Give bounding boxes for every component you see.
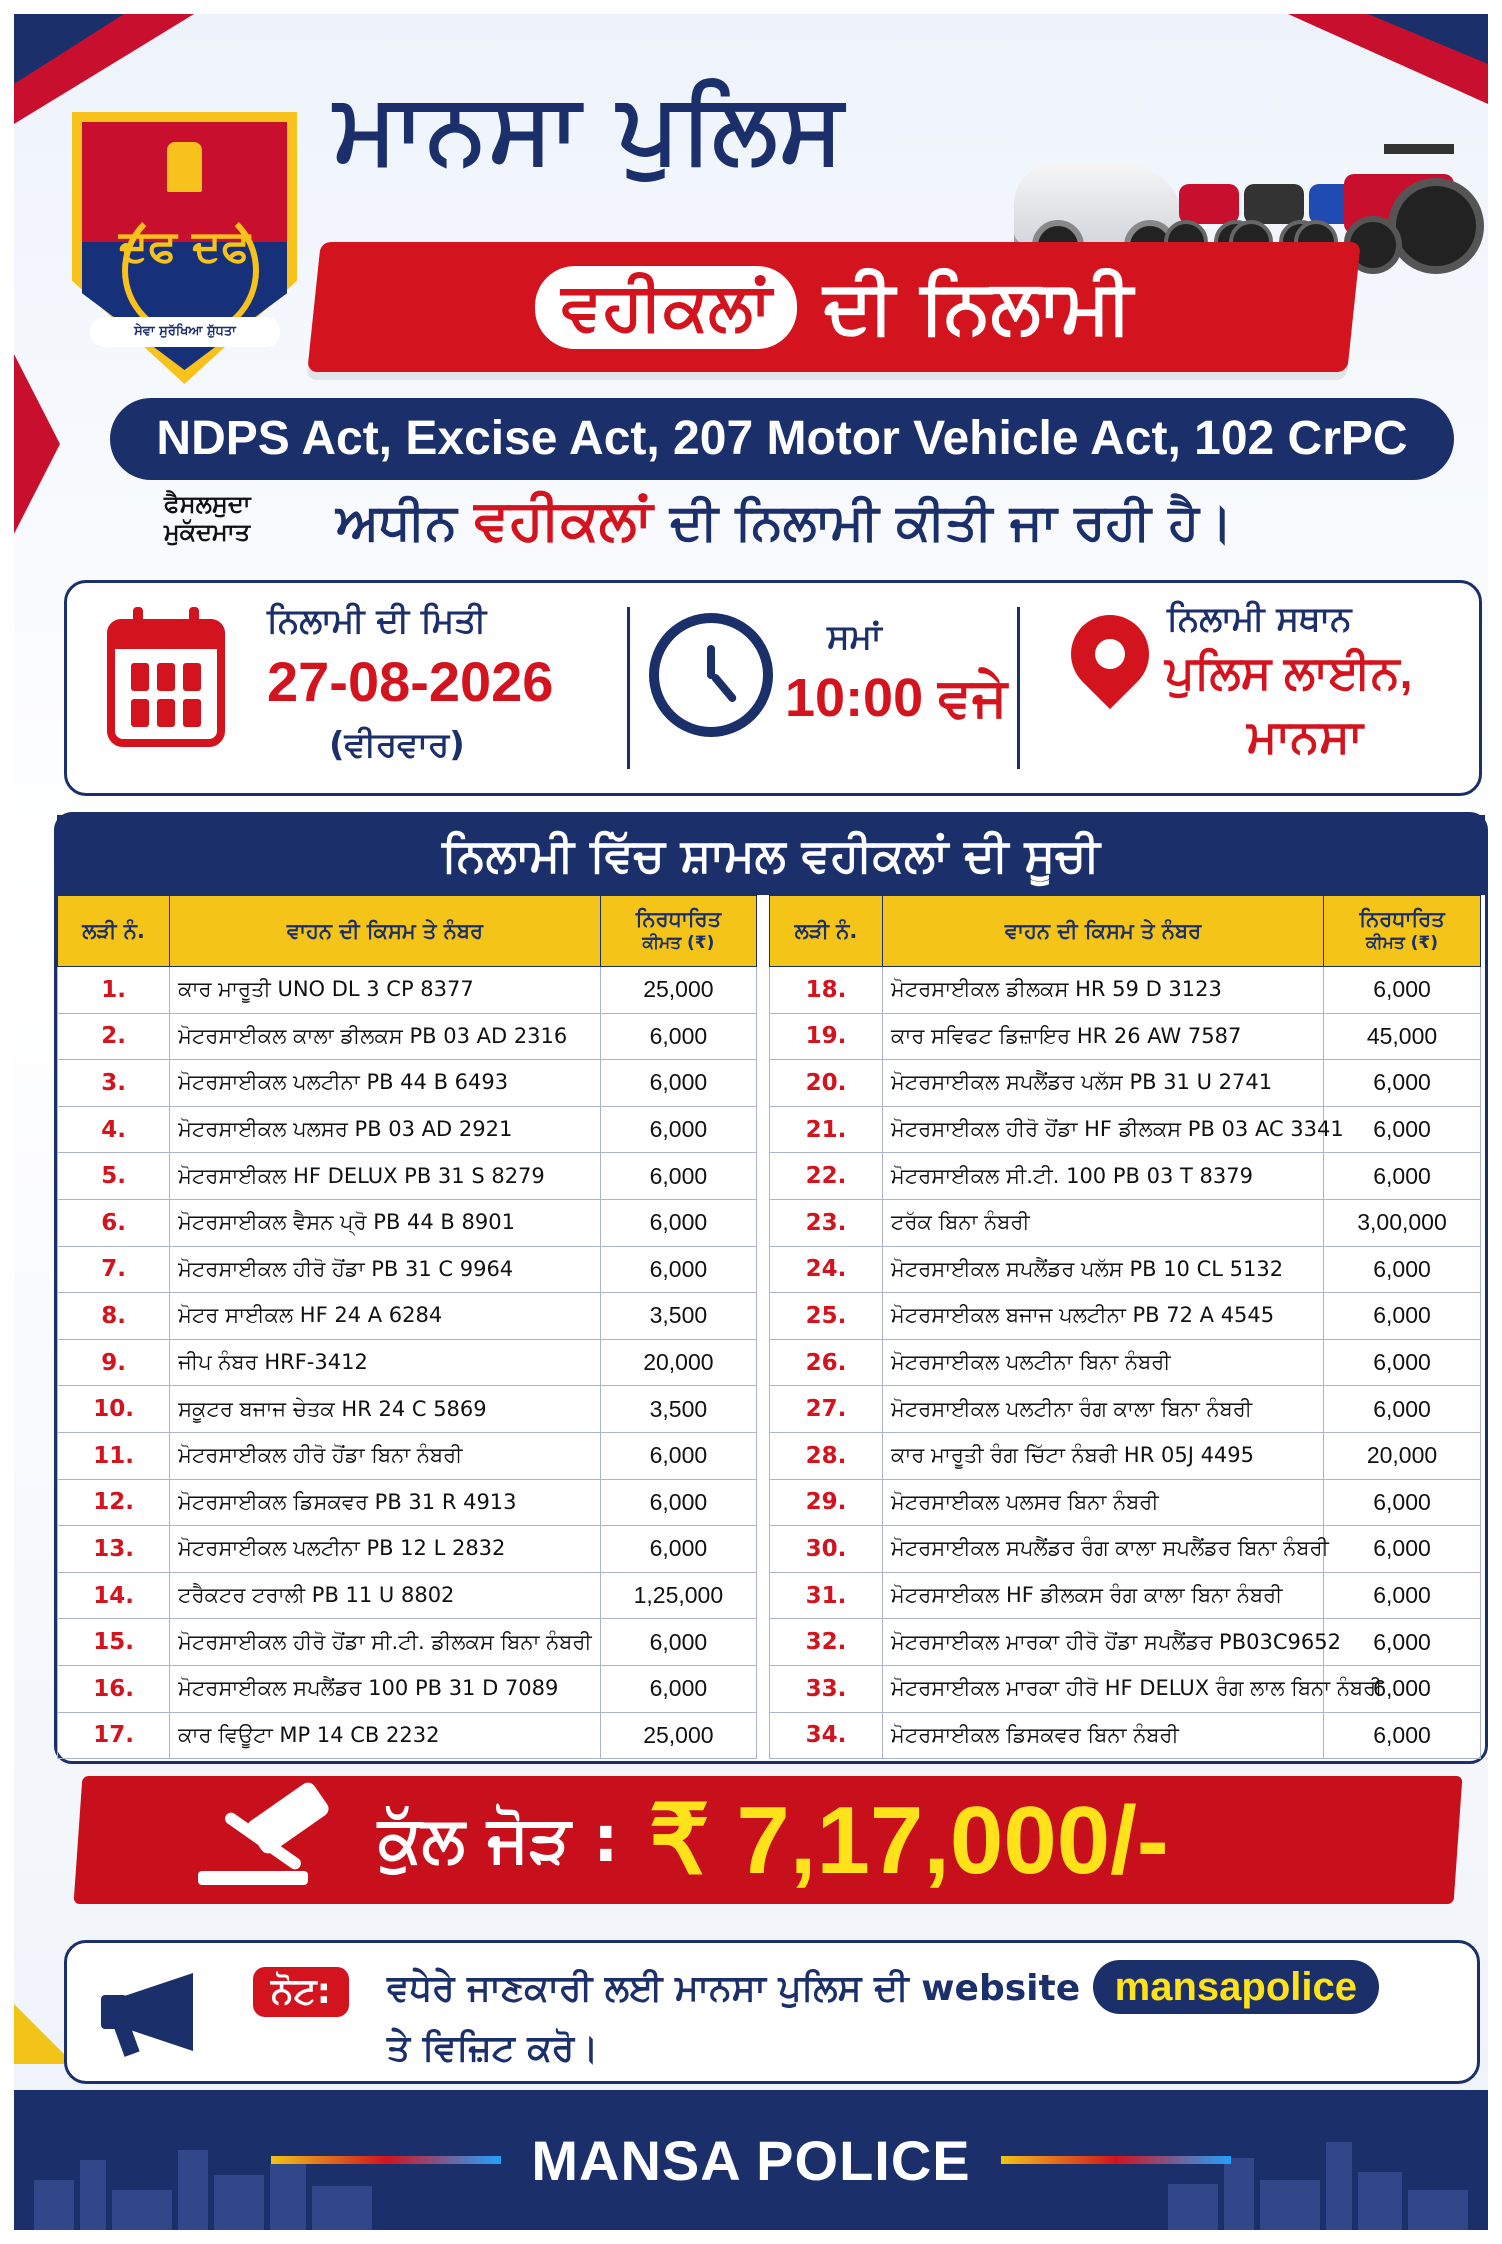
row-number: 27. [770, 1386, 883, 1433]
vehicle-description: ਕਾਰ ਮਾਰੂਤੀ UNO DL 3 CP 8377 [170, 967, 601, 1014]
row-number: 2. [58, 1013, 170, 1060]
row-number: 23. [770, 1199, 883, 1246]
vehicle-description: ਮੋਟਰਸਾਈਕਲ ਕਾਲਾ ਡੀਲਕਸ PB 03 AD 2316 [170, 1013, 601, 1060]
row-number: 7. [58, 1246, 170, 1293]
vehicle-description: ਕਾਰ ਮਾਰੂਤੀ ਰੰਗ ਚਿੱਟਾ ਨੰਬਰੀ HR 05J 4495 [883, 1432, 1324, 1479]
footer [14, 2090, 1488, 2230]
vehicle-description: ਮੋਟਰਸਾਈਕਲ ਪਲਟੀਨਾ ਰੰਗ ਕਾਲਾ ਬਿਨਾ ਨੰਬਰੀ [883, 1386, 1324, 1433]
vehicle-description: ਸਕੂਟਰ ਬਜਾਜ ਚੇਤਕ HR 24 C 5869 [170, 1386, 601, 1433]
row-number: 14. [58, 1572, 170, 1619]
row-number: 33. [770, 1665, 883, 1712]
row-number: 3. [58, 1060, 170, 1107]
acts-bar: NDPS Act, Excise Act, 207 Motor Vehicle Act, 102 CrPC [110, 398, 1454, 480]
auction-time: 10:00 ਵਜੇ [785, 668, 1008, 728]
table-row [58, 1526, 757, 1573]
vehicle-price: 1,25,000 [600, 1572, 756, 1619]
vehicle-price: 6,000 [1324, 1712, 1481, 1759]
vehicle-price: 6,000 [1324, 1293, 1481, 1340]
table-row [770, 1572, 1481, 1619]
row-number: 18. [770, 967, 883, 1014]
ashoka-emblem-icon [167, 142, 202, 192]
row-number: 31. [770, 1572, 883, 1619]
vehicle-list [54, 812, 1488, 1764]
vehicle-description: ਜੀਪ ਨੰਬਰ HRF-3412 [170, 1339, 601, 1386]
vehicle-description: ਮੋਟਰਸਾਈਕਲ ਹੀਰੋ ਹੋਂਡਾ ਸੀ.ਟੀ. ਡੀਲਕਸ ਬਿਨਾ ਨੰਬਰੀ [170, 1619, 601, 1666]
vehicle-description: ਮੋਟਰਸਾਈਕਲ ਪਲਸਰ PB 03 AD 2921 [170, 1106, 601, 1153]
megaphone-icon [101, 1967, 219, 2057]
sentence-post: ਦੀ ਨਿਲਾਮੀ ਕੀਤੀ ਜਾ ਰਹੀ ਹੈ। [669, 493, 1233, 551]
header-sno: ਲੜੀ ਨੰ. [58, 896, 170, 967]
vehicle-price: 6,000 [600, 1246, 756, 1293]
row-number: 20. [770, 1060, 883, 1107]
vehicle-price: 6,000 [600, 1153, 756, 1200]
vehicle-description: ਮੋਟਰਸਾਈਕਲ ਹੀਰੋ ਹੋਂਡਾ HF ਡੀਲਕਸ PB 03 AC 3341 [883, 1106, 1324, 1153]
row-number: 5. [58, 1153, 170, 1200]
header-price: ਨਿਰਧਾਰਿਤ ਕੀਮਤ (₹) [1324, 896, 1481, 967]
emblem-motto: ਸੇਵਾ ਸੁਰੱਖਿਆ ਸ਼ੁੱਧਤਾ [90, 317, 280, 347]
banner-highlight: ਵਹੀਕਲਾਂ [535, 266, 797, 349]
row-number: 34. [770, 1712, 883, 1759]
vehicle-price: 6,000 [1324, 967, 1481, 1014]
vehicle-description: ਮੋਟਰਸਾਈਕਲ HF DELUX PB 31 S 8279 [170, 1153, 601, 1200]
vehicle-description: ਮੋਟਰਸਾਈਕਲ ਹੀਰੋ ਹੋਂਡਾ ਬਿਨਾ ਨੰਬਰੀ [170, 1432, 601, 1479]
row-number: 16. [58, 1665, 170, 1712]
vehicle-description: ਮੋਟਰਸਾਈਕਲ ਡੀਲਕਸ HR 59 D 3123 [883, 967, 1324, 1014]
table-row [770, 1199, 1481, 1246]
row-number: 13. [58, 1526, 170, 1573]
divider [1017, 607, 1020, 769]
corner-decoration [1368, 14, 1488, 64]
car-icon [1014, 164, 1184, 254]
total-label: ਕੁੱਲ ਜੋੜ : [378, 1803, 619, 1877]
vehicle-description: ਟਰੈਕਟਰ ਟਰਾਲੀ PB 11 U 8802 [170, 1572, 601, 1619]
vehicle-description: ਮੋਟਰਸਾਈਕਲ ਡਿਸਕਵਰ PB 31 R 4913 [170, 1479, 601, 1526]
vehicle-description: ਮੋਟਰਸਾਈਕਲ ਡਿਸਕਵਰ ਬਿਨਾ ਨੰਬਰੀ [883, 1712, 1324, 1759]
vehicle-price: 6,000 [1324, 1106, 1481, 1153]
row-number: 8. [58, 1293, 170, 1340]
vehicle-price: 6,000 [1324, 1619, 1481, 1666]
vehicle-price: 3,500 [600, 1386, 756, 1433]
table-row [770, 1060, 1481, 1107]
vehicle-description: ਮੋਟਰਸਾਈਕਲ ਸੀ.ਟੀ. 100 PB 03 T 8379 [883, 1153, 1324, 1200]
vehicle-description: ਕਾਰ ਵਿਊਟਾ MP 14 CB 2232 [170, 1712, 601, 1759]
note-tag: ਨੋਟ: [253, 1967, 349, 2017]
row-number: 6. [58, 1199, 170, 1246]
vehicle-description: ਮੋਟਰਸਾਈਕਲ ਹੀਰੋ ਹੋਂਡਾ PB 31 C 9964 [170, 1246, 601, 1293]
row-number: 26. [770, 1339, 883, 1386]
sentence-pre: ਅਧੀਨ [336, 493, 457, 551]
note-text-line: ਵਧੇਰੇ ਜਾਣਕਾਰੀ ਲਈ ਮਾਨਸਾ ਪੁਲਿਸ ਦੀ website [387, 1968, 1081, 2009]
vehicle-list-title: ਨਿਲਾਮੀ ਵਿੱਚ ਸ਼ਾਮਲ ਵਹੀਕਲਾਂ ਦੀ ਸੂਚੀ [57, 815, 1485, 895]
row-number: 32. [770, 1619, 883, 1666]
vehicle-price: 6,000 [1324, 1153, 1481, 1200]
vehicle-price: 6,000 [600, 1060, 756, 1107]
emblem-glyph: ਦਫ ਦਫ [118, 221, 251, 272]
clock-icon [649, 613, 773, 737]
table-row [770, 1246, 1481, 1293]
vehicle-price: 20,000 [1324, 1432, 1481, 1479]
row-number: 28. [770, 1432, 883, 1479]
vehicle-price: 6,000 [1324, 1479, 1481, 1526]
total-banner [78, 1776, 1458, 1904]
tractor-icon [1344, 144, 1484, 274]
table-row [58, 1432, 757, 1479]
vehicle-description: ਕਾਰ ਸਵਿਫਟ ਡਿਜ਼ਾਇਰ HR 26 AW 7587 [883, 1013, 1324, 1060]
vehicle-price: 6,000 [1324, 1060, 1481, 1107]
row-number: 19. [770, 1013, 883, 1060]
location-pin-icon [1055, 599, 1165, 709]
vehicle-price: 3,500 [600, 1293, 756, 1340]
banner-text: ਦੀ ਨਿਲਾਮੀ [823, 263, 1133, 350]
row-number: 4. [58, 1106, 170, 1153]
corner-decoration [14, 14, 124, 84]
side-decoration [14, 354, 60, 534]
header-sno: ਲੜੀ ਨੰ. [770, 896, 883, 967]
website-link[interactable]: mansapolice [1093, 1960, 1379, 2014]
row-number: 10. [58, 1386, 170, 1433]
vehicle-price: 6,000 [600, 1432, 756, 1479]
vehicle-description: ਮੋਟਰ ਸਾਈਕਲ HF 24 A 6284 [170, 1293, 601, 1340]
table-row [58, 1106, 757, 1153]
vehicle-price: 3,00,000 [1324, 1199, 1481, 1246]
decided-label-line: ਫੈਸਲਸੁਦਾ [164, 490, 251, 518]
table-row [58, 1246, 757, 1293]
vehicle-description: ਮੋਟਰਸਾਈਕਲ ਵੈਸਨ ਪ੍ਰੋ PB 44 B 8901 [170, 1199, 601, 1246]
vehicle-price: 25,000 [600, 1712, 756, 1759]
note-text [387, 1959, 1447, 2079]
table-row [770, 1432, 1481, 1479]
table-row [770, 967, 1481, 1014]
vehicle-description: ਮੋਟਰਸਾਈਕਲ ਮਾਰਕਾ ਹੀਰੋ HF DELUX ਰੰਗ ਲਾਲ ਬਿਨਾ ਨੰਬਰੀ [883, 1665, 1324, 1712]
vehicle-description: ਮੋਟਰਸਾਈਕਲ HF ਡੀਲਕਸ ਰੰਗ ਕਾਲਾ ਬਿਨਾ ਨੰਬਰੀ [883, 1572, 1324, 1619]
vehicle-price: 6,000 [1324, 1246, 1481, 1293]
row-number: 30. [770, 1526, 883, 1573]
vehicle-price: 6,000 [1324, 1339, 1481, 1386]
calendar-icon [107, 619, 225, 747]
row-number: 21. [770, 1106, 883, 1153]
total-amount: ₹ 7,17,000/- [648, 1787, 1169, 1894]
row-number: 12. [58, 1479, 170, 1526]
vehicle-description: ਮੋਟਰਸਾਈਕਲ ਪਲਸਰ ਬਿਨਾ ਨੰਬਰੀ [883, 1479, 1324, 1526]
table-row [770, 1665, 1481, 1712]
table-row [58, 1199, 757, 1246]
vehicle-description: ਮੋਟਰਸਾਈਕਲ ਸਪਲੈਂਡਰ ਪਲੱਸ PB 10 CL 5132 [883, 1246, 1324, 1293]
vehicle-price: 6,000 [600, 1619, 756, 1666]
vehicle-price: 20,000 [600, 1339, 756, 1386]
table-row [58, 1013, 757, 1060]
footer-line [1001, 2156, 1231, 2164]
gavel-icon [198, 1795, 338, 1885]
table-row [770, 1293, 1481, 1340]
table-row [770, 1339, 1481, 1386]
table-row [770, 1106, 1481, 1153]
note-text-line: ਤੇ ਵਿਜ਼ਿਟ ਕਰੋ। [387, 2028, 599, 2069]
divider [627, 607, 630, 769]
vehicle-description: ਮੋਟਰਸਾਈਕਲ ਪਲਟੀਨਾ PB 12 L 2832 [170, 1526, 601, 1573]
vehicle-table-left [57, 895, 757, 1759]
table-row [770, 1479, 1481, 1526]
vehicle-table-right [769, 895, 1481, 1759]
row-number: 22. [770, 1153, 883, 1200]
place-label: ਨਿਲਾਮੀ ਸਥਾਨ [1167, 599, 1352, 639]
row-number: 29. [770, 1479, 883, 1526]
note-box [64, 1940, 1480, 2084]
row-number: 1. [58, 967, 170, 1014]
vehicle-price: 6,000 [1324, 1386, 1481, 1433]
table-row [58, 1572, 757, 1619]
table-row [770, 1013, 1481, 1060]
vehicle-price: 6,000 [1324, 1665, 1481, 1712]
auction-day: (ਵੀਰਵਾਰ) [329, 725, 465, 765]
table-row [58, 967, 757, 1014]
vehicle-description: ਮੋਟਰਸਾਈਕਲ ਪਲਟੀਨਾ ਬਿਨਾ ਨੰਬਰੀ [883, 1339, 1324, 1386]
vehicle-price: 6,000 [600, 1106, 756, 1153]
vehicle-description: ਮੋਟਰਸਾਈਕਲ ਪਲਟੀਨਾ PB 44 B 6493 [170, 1060, 601, 1107]
header-desc: ਵਾਹਨ ਦੀ ਕਿਸਮ ਤੇ ਨੰਬਰ [883, 896, 1324, 967]
table-row [58, 1339, 757, 1386]
vehicle-price: 25,000 [600, 967, 756, 1014]
decided-cases-label [164, 490, 251, 546]
time-label: ਸਮਾਂ [827, 617, 882, 657]
vehicle-description: ਟਰੱਕ ਬਿਨਾ ਨੰਬਰੀ [883, 1199, 1324, 1246]
auction-date: 27-08-2026 [267, 650, 554, 713]
table-row [770, 1526, 1481, 1573]
vehicle-description: ਮੋਟਰਸਾਈਕਲ ਬਜਾਜ ਪਲਟੀਨਾ PB 72 A 4545 [883, 1293, 1324, 1340]
vehicle-price: 6,000 [600, 1526, 756, 1573]
auction-banner [314, 242, 1354, 372]
row-number: 11. [58, 1432, 170, 1479]
table-row [770, 1712, 1481, 1759]
row-number: 24. [770, 1246, 883, 1293]
table-row [770, 1619, 1481, 1666]
vehicle-description: ਮੋਟਰਸਾਈਕਲ ਸਪਲੈਂਡਰ ਪਲੱਸ PB 31 U 2741 [883, 1060, 1324, 1107]
table-row [58, 1712, 757, 1759]
table-row [58, 1665, 757, 1712]
vehicle-price: 6,000 [600, 1199, 756, 1246]
footer-title: MANSA POLICE [531, 2128, 971, 2192]
decided-label-line: ਮੁਕੱਦਮਾਤ [164, 518, 251, 546]
table-row [770, 1386, 1481, 1433]
vehicle-description: ਮੋਟਰਸਾਈਕਲ ਸਪਲੈਂਡਰ ਰੰਗ ਕਾਲਾ ਸਪਲੈਂਡਰ ਬਿਨਾ ਨੰਬਰੀ [883, 1526, 1324, 1573]
table-row [58, 1619, 757, 1666]
table-row [58, 1293, 757, 1340]
table-row [770, 1153, 1481, 1200]
row-number: 25. [770, 1293, 883, 1340]
intro-sentence [336, 488, 1233, 554]
row-number: 15. [58, 1619, 170, 1666]
sentence-highlight: ਵਹੀਕਲਾਂ [474, 488, 653, 553]
vehicle-description: ਮੋਟਰਸਾਈਕਲ ਸਪਲੈਂਡਰ 100 PB 31 D 7089 [170, 1665, 601, 1712]
vehicle-price: 6,000 [600, 1479, 756, 1526]
table-row [58, 1479, 757, 1526]
vehicle-price: 6,000 [1324, 1526, 1481, 1573]
row-number: 9. [58, 1339, 170, 1386]
header-desc: ਵਾਹਨ ਦੀ ਕਿਸਮ ਤੇ ਨੰਬਰ [170, 896, 601, 967]
vehicle-price: 6,000 [600, 1665, 756, 1712]
auction-info-box [64, 580, 1482, 796]
table-row [58, 1153, 757, 1200]
auction-city: ਮਾਨਸਾ [1247, 710, 1363, 762]
footer-line [271, 2156, 501, 2164]
table-row [58, 1060, 757, 1107]
vehicle-price: 45,000 [1324, 1013, 1481, 1060]
vehicle-price: 6,000 [600, 1013, 756, 1060]
header-price: ਨਿਰਧਾਰਿਤ ਕੀਮਤ (₹) [600, 896, 756, 967]
vehicle-description: ਮੋਟਰਸਾਈਕਲ ਮਾਰਕਾ ਹੀਰੋ ਹੋਂਡਾ ਸਪਲੈਂਡਰ PB03C9652 [883, 1619, 1324, 1666]
row-number: 17. [58, 1712, 170, 1759]
date-label: ਨਿਲਾਮੀ ਦੀ ਮਿਤੀ [267, 601, 487, 641]
table-row [58, 1386, 757, 1433]
page-title: ਮਾਨਸਾ ਪੁਲਿਸ [334, 72, 846, 184]
punjab-police-emblem [72, 112, 297, 384]
auction-place: ਪੁਲਿਸ ਲਾਈਨ, [1165, 646, 1413, 698]
vehicle-price: 6,000 [1324, 1572, 1481, 1619]
